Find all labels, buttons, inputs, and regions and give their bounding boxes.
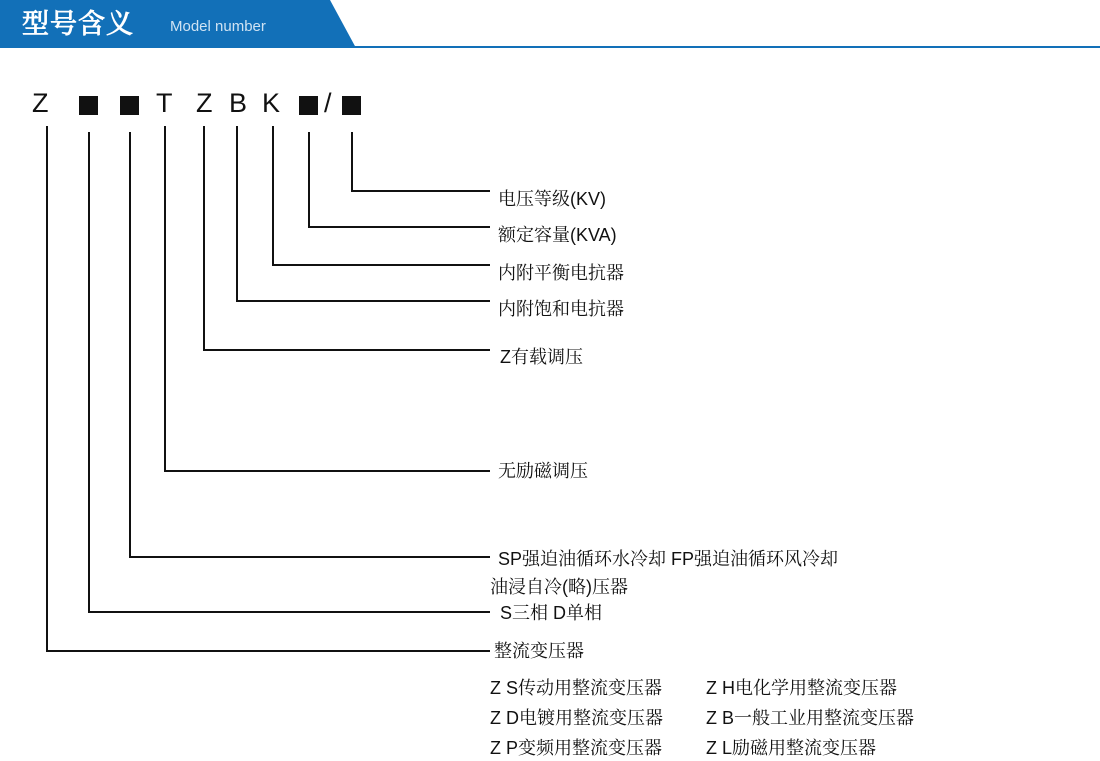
leader-line-capacity-vertical	[308, 132, 310, 228]
callout-rectifier: 整流变压器	[494, 641, 584, 661]
page-header	[0, 0, 1100, 48]
leader-line-rectifier-vertical	[46, 126, 48, 652]
legend-row-2-left: Z D电镀用整流变压器	[490, 708, 663, 728]
leader-line-phase-vertical	[88, 132, 90, 613]
leader-line-saturable-horizontal	[236, 300, 490, 302]
leader-line-capacity-horizontal	[308, 226, 490, 228]
leader-line-balance-vertical	[272, 126, 274, 266]
legend-row-1-right: Z H电化学用整流变压器	[706, 678, 897, 698]
callout-voltage-level: 电压等级(KV)	[498, 189, 606, 209]
model-code-row	[0, 86, 1100, 126]
code-box-3	[299, 96, 318, 115]
page-subtitle: Model number	[170, 18, 266, 35]
code-char-b: B	[229, 88, 248, 118]
code-char-z2: Z	[196, 88, 213, 118]
code-char-k: K	[262, 88, 281, 118]
page-title: 型号含义	[22, 9, 134, 39]
callout-on-load-tap: Z有载调压	[500, 347, 583, 367]
callout-cooling-forced: SP强迫油循环水冷却 FP强迫油循环风冷却	[498, 549, 839, 569]
header-band-slant	[330, 0, 356, 48]
leader-line-cooling-horizontal	[129, 556, 490, 558]
callout-saturable-reactor: 内附饱和电抗器	[498, 299, 624, 319]
leader-line-rectifier-horizontal	[46, 650, 490, 652]
code-char-z1: Z	[32, 88, 49, 118]
leader-line-saturable-vertical	[236, 126, 238, 302]
callout-balance-reactor: 内附平衡电抗器	[498, 263, 624, 283]
leader-line-offcircuit-vertical	[164, 126, 166, 472]
leader-line-offcircuit-horizontal	[164, 470, 490, 472]
code-box-1	[79, 96, 98, 115]
code-box-2	[120, 96, 139, 115]
legend-row-1-left: Z S传动用整流变压器	[490, 678, 663, 698]
leader-line-balance-horizontal	[272, 264, 490, 266]
leader-line-voltage-vertical	[351, 132, 353, 192]
callout-phase: S三相 D单相	[500, 603, 603, 623]
leader-line-onload-vertical	[203, 126, 205, 351]
leader-line-onload-horizontal	[203, 349, 490, 351]
leader-line-voltage-horizontal	[351, 190, 490, 192]
callout-cooling-self: 油浸自冷(略)压器	[490, 577, 628, 597]
leader-line-cooling-vertical	[129, 132, 131, 558]
code-char-slash: /	[324, 88, 332, 118]
callout-off-circuit-tap: 无励磁调压	[498, 461, 588, 481]
legend-row-3-left: Z P变频用整流变压器	[490, 738, 663, 758]
callout-rated-capacity: 额定容量(KVA)	[498, 225, 617, 245]
legend-row-2-right: Z B一般工业用整流变压器	[706, 708, 915, 728]
legend-row-3-right: Z L励磁用整流变压器	[706, 738, 877, 758]
code-char-t: T	[156, 88, 173, 118]
header-rule	[0, 46, 1100, 48]
code-box-4	[342, 96, 361, 115]
leader-line-phase-horizontal	[88, 611, 490, 613]
